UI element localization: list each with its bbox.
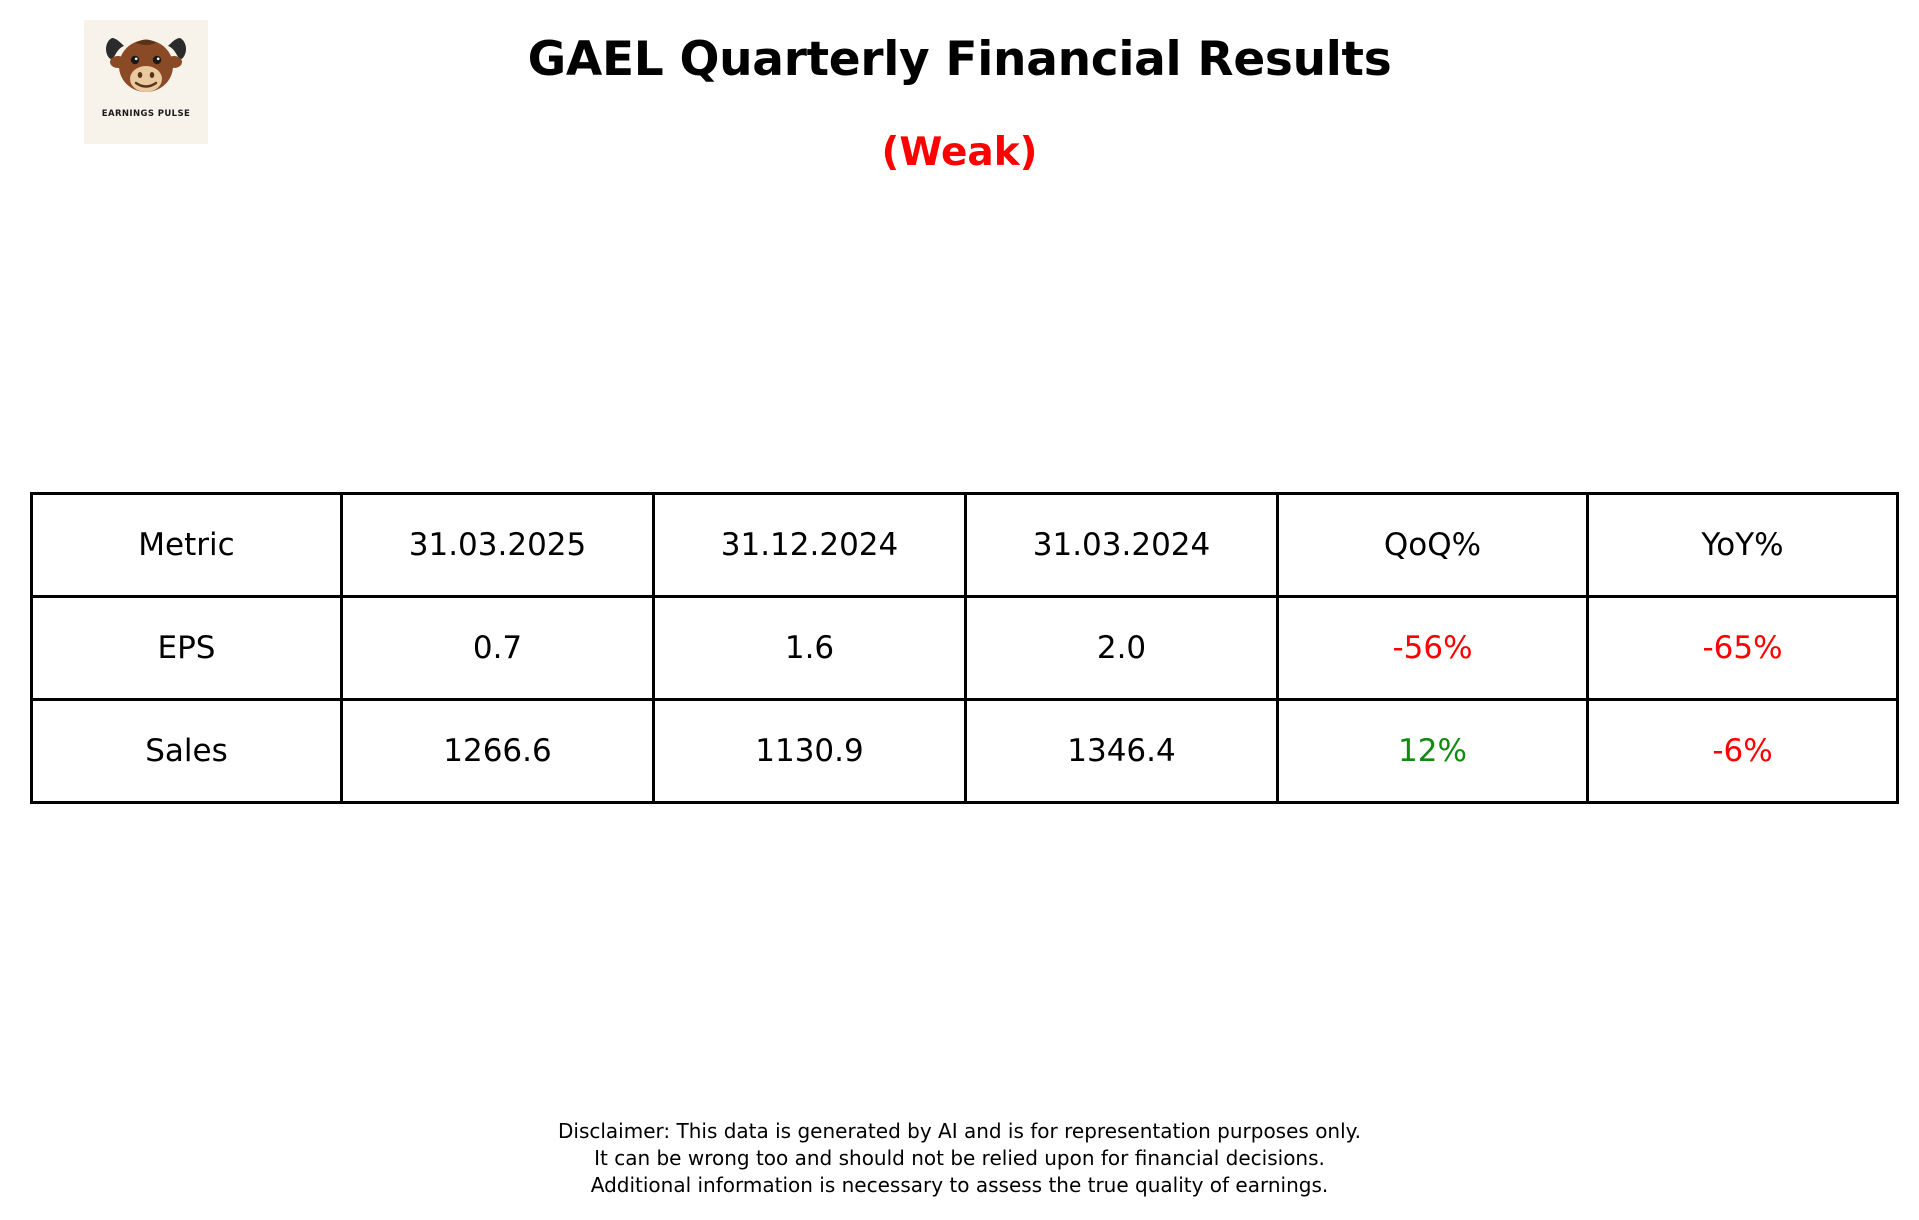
cell-eps-period-2: 1.6 [654, 597, 966, 700]
column-header-period-2: 31.12.2024 [654, 494, 966, 597]
cell-sales-yoy: -6% [1588, 700, 1898, 803]
financial-results-table [30, 492, 1887, 804]
logo-caption: EARNINGS PULSE [101, 109, 191, 119]
disclaimer-line-1: Disclaimer: This data is generated by AI and is for representation purposes only. [558, 1119, 1361, 1143]
page-title: GAEL Quarterly Financial Results [527, 32, 1392, 87]
cell-sales-qoq: 12% [1278, 700, 1588, 803]
column-header-qoq: QoQ% [1278, 494, 1588, 597]
column-header-period-1: 31.03.2025 [342, 494, 654, 597]
cell-sales-period-1: 1266.6 [342, 700, 654, 803]
table-row [32, 597, 1898, 700]
table-header-row [32, 494, 1898, 597]
results-sentiment-label: (Weak) [881, 130, 1038, 175]
disclaimer-line-3: Additional information is necessary to assess the true quality of earnings. [590, 1173, 1329, 1197]
column-header-yoy: YoY% [1588, 494, 1898, 597]
disclaimer-line-2: It can be wrong too and should not be relied upon for financial decisions. [594, 1146, 1325, 1170]
cell-sales-period-3: 1346.4 [966, 700, 1278, 803]
cell-eps-qoq: -56% [1278, 597, 1588, 700]
cell-sales-period-2: 1130.9 [654, 700, 966, 803]
cell-eps-yoy: -65% [1588, 597, 1898, 700]
row-label-sales: Sales [32, 700, 342, 803]
column-header-metric: Metric [32, 494, 342, 597]
cell-eps-period-1: 0.7 [342, 597, 654, 700]
cell-eps-period-3: 2.0 [966, 597, 1278, 700]
disclaimer [0, 1118, 1919, 1199]
column-header-period-3: 31.03.2024 [966, 494, 1278, 597]
row-label-eps: EPS [32, 597, 342, 700]
table-row [32, 700, 1898, 803]
